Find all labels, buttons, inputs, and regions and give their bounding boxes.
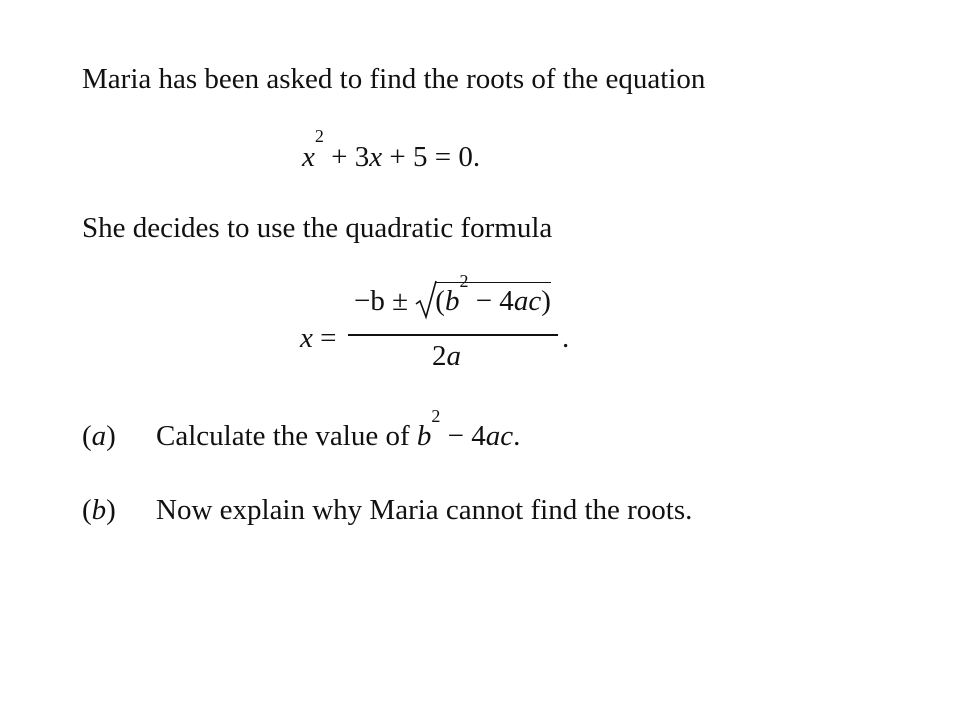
part-a-ac: ac xyxy=(485,420,514,452)
part-b-label-letter: b xyxy=(91,494,107,526)
formula-lhs-var: x xyxy=(300,322,313,354)
radicand-b: b xyxy=(444,285,460,317)
formula-num-prefix: −b ± xyxy=(354,285,416,317)
radicand-power: 2 xyxy=(459,271,469,291)
part-b-label xyxy=(82,494,156,527)
part-a-label xyxy=(82,420,156,453)
formula-numerator xyxy=(354,271,551,318)
part-a-label-letter: a xyxy=(91,420,107,452)
part-a-label-close: ) xyxy=(106,420,116,452)
part-a-text: Calculate the value of xyxy=(156,420,417,452)
part-b-label-open: ( xyxy=(82,494,92,526)
quadratic-equation xyxy=(302,126,481,174)
radical-sign-icon xyxy=(415,280,437,320)
intro-text: Maria has been asked to find the roots of the equation xyxy=(82,63,706,95)
radicand-open: ( xyxy=(435,285,445,317)
part-a-minus-4: − 4 xyxy=(440,420,486,452)
part-a-power: 2 xyxy=(431,406,441,426)
square-root xyxy=(415,271,551,318)
part-a-period: . xyxy=(513,420,521,452)
formula-lhs xyxy=(300,322,336,355)
part-b-label-close: ) xyxy=(106,494,116,526)
part-a-label-open: ( xyxy=(82,420,92,452)
formula-lhs-eq: = xyxy=(312,322,337,354)
radicand xyxy=(435,271,551,318)
radicand-minus-4: − 4 xyxy=(468,285,514,317)
formula-denominator xyxy=(432,340,461,373)
quadratic-formula xyxy=(300,271,590,378)
radicand-close: ) xyxy=(541,285,551,317)
radicand-ac: ac xyxy=(513,285,542,317)
part-a xyxy=(82,406,521,453)
part-a-b: b xyxy=(416,420,432,452)
eq-var-x-2: x xyxy=(369,141,383,173)
fraction-bar xyxy=(348,334,558,336)
den-2: 2 xyxy=(432,340,447,372)
den-a: a xyxy=(446,340,461,372)
eq-term-5: + 5 = 0. xyxy=(382,141,481,173)
formula-period: . xyxy=(562,322,570,354)
part-b xyxy=(82,494,692,527)
eq-power: 2 xyxy=(314,126,324,146)
eq-term-3: + 3 xyxy=(323,141,370,173)
decides-text: She decides to use the quadratic formula xyxy=(82,212,553,244)
eq-var-x: x xyxy=(302,141,315,173)
part-b-text: Now explain why Maria cannot find the roots. xyxy=(156,494,693,526)
